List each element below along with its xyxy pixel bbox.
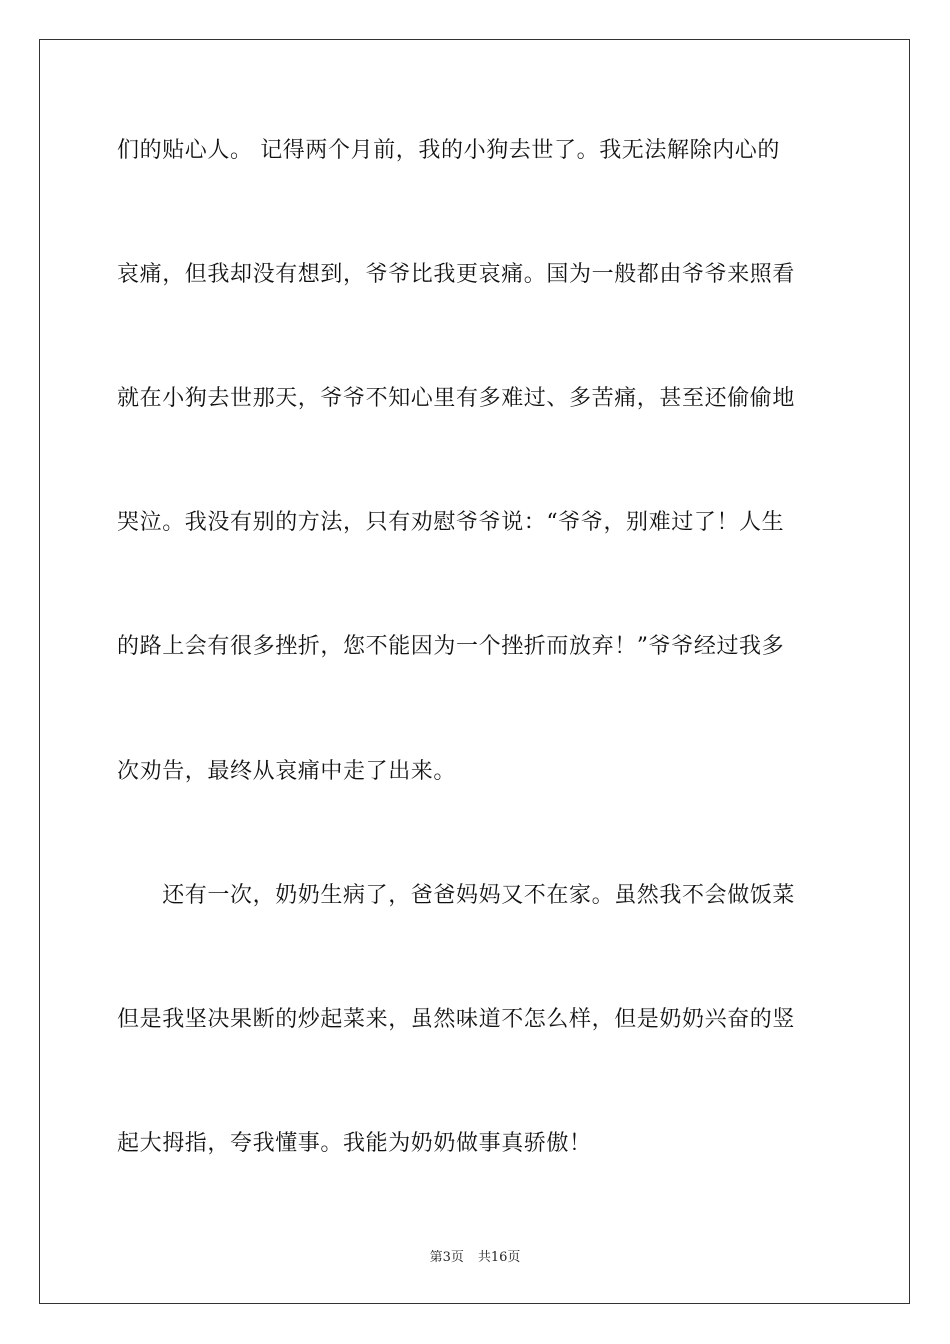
page-border — [39, 39, 910, 1304]
page-footer — [0, 1249, 950, 1267]
text-line: 但是我坚决果断的炒起菜来，虽然味道不怎么样，但是奶奶兴奋的竖 — [117, 1007, 796, 1032]
text-line: 次劝告，最终从哀痛中走了出来。 — [117, 759, 457, 784]
text-line: 哭泣。我没有别的方法，只有劝慰爷爷说：“爷爷，别难过了！人生 — [117, 510, 785, 535]
text-line: 哀痛，但我却没有想到，爷爷比我更哀痛。国为一般都由爷爷来照看 — [117, 262, 796, 287]
text-line: 的路上会有很多挫折，您不能因为一个挫折而放弃！”爷爷经过我多 — [117, 634, 785, 659]
text-line: 们的贴心人。 记得两个月前，我的小狗去世了。我无法解除内心的 — [117, 138, 780, 163]
page-total: 共16页 — [477, 1250, 521, 1265]
page-number: 第3页 — [429, 1250, 464, 1265]
paragraph-start-line: 还有一次，奶奶生病了，爸爸妈妈又不在家。虽然我不会做饭菜 — [117, 883, 796, 908]
text-line: 就在小狗去世那天，爷爷不知心里有多难过、多苦痛，甚至还偷偷地 — [117, 386, 796, 411]
text-line: 起大拇指，夸我懂事。我能为奶奶做事真骄傲！ — [117, 1131, 592, 1156]
